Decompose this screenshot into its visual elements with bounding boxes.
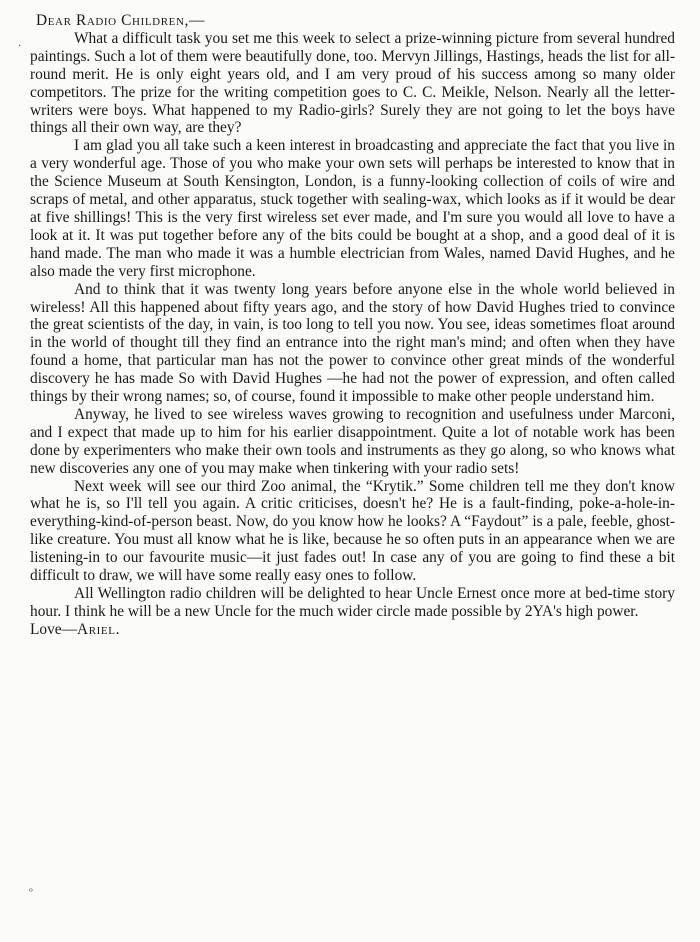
letter-salutation: Dear Radio Children,—	[36, 12, 205, 29]
letter-paragraph-1: What a difficult task you set me this week to select a prize-winning picture from several hundred paintings. Such a lot of them were beautifully done, too. Mervyn Jillings, Hastings, heads the list for all-round merit. He is only eight years old, and I am very proud of his success among so many older competitors. The prize for the writing competition goes to C. C. Meikle, Nelson. Nearly all the letter-writers were boys. What happened to my Radio-girls? Surely they are not going to let the boys have things all their own way, are they?	[30, 29, 675, 137]
letter-body	[30, 12, 675, 639]
print-speck: ·	[18, 41, 22, 52]
letter-paragraph-5: Next week will see our third Zoo animal, the “Krytik.” Some children tell me they don't know what he is, so I'll tell you again. A critic criticises, doesn't he? He is a fault-finding, poke-a-hole-in-everything-kind-of-person beast. Now, do you know how he looks? A “Faydout” is a pale, feeble, ghost-like creature. You must all know what he is like, because he so often puts in an appearance when we are listening-in to our favourite music—it just fades out! In case any of you are going to find these a bit difficult to draw, we will have some really easy ones to follow.	[30, 477, 675, 585]
closing-prefix: Love—	[30, 620, 78, 638]
letter-paragraph-2: I am glad you all take such a keen interest in broadcasting and appreciate the fact that you live in a very wonderful age. Those of you who make your own sets will perhaps be interested to know that in the Science Museum at South Kensington, London, is a funny-looking collection of coils of wire and scraps of metal, and other apparatus, stuck together with sealing-wax, which looks as if it would be dear at five shillings! This is the very first wireless set ever made, and I'm sure you would all love to have a look at it. It was put together before any of the bits could be bought at a shop, and a good deal of it is hand made. The man who made it was a humble electrician from Wales, named David Hughes, and he also made the very first microphone.	[30, 137, 675, 280]
print-speck: ᵒ	[29, 887, 34, 898]
letter-paragraph-3: And to think that it was twenty long years before anyone else in the whole world believed in wireless! All this happened about fifty years ago, and the story of how David Hughes tried to convince the great scientists of the day, in vain, is too long to tell you now. You see, ideas sometimes float around in the world of thought till they find an entrance into the right man's mind; and often when they have found a home, that particular man has not the power to convince other great minds of the wonderful discovery he has made So with David Hughes —he had not the power of expression, and often called things by their wrong names; so, of course, found it impossible to make other people understand him.	[30, 280, 675, 406]
letter-paragraph-6: All Wellington radio children will be delighted to hear Uncle Ernest once more at bed-time story hour. I think he will be a new Uncle for the much wider circle made possible by 2YA's high power.	[30, 585, 675, 620]
signature: Ariel.	[77, 620, 121, 638]
letter-paragraph-4: Anyway, he lived to see wireless waves growing to recognition and usefulness under Marconi, and I expect that made up to him for his earlier disappointment. Quite a lot of notable work has been done by experimenters who make their own tools and instruments as they go along, so who knows what new discoveries any one of you may make when tinkering with your radio sets!	[30, 405, 675, 477]
letter-closing	[30, 621, 675, 639]
